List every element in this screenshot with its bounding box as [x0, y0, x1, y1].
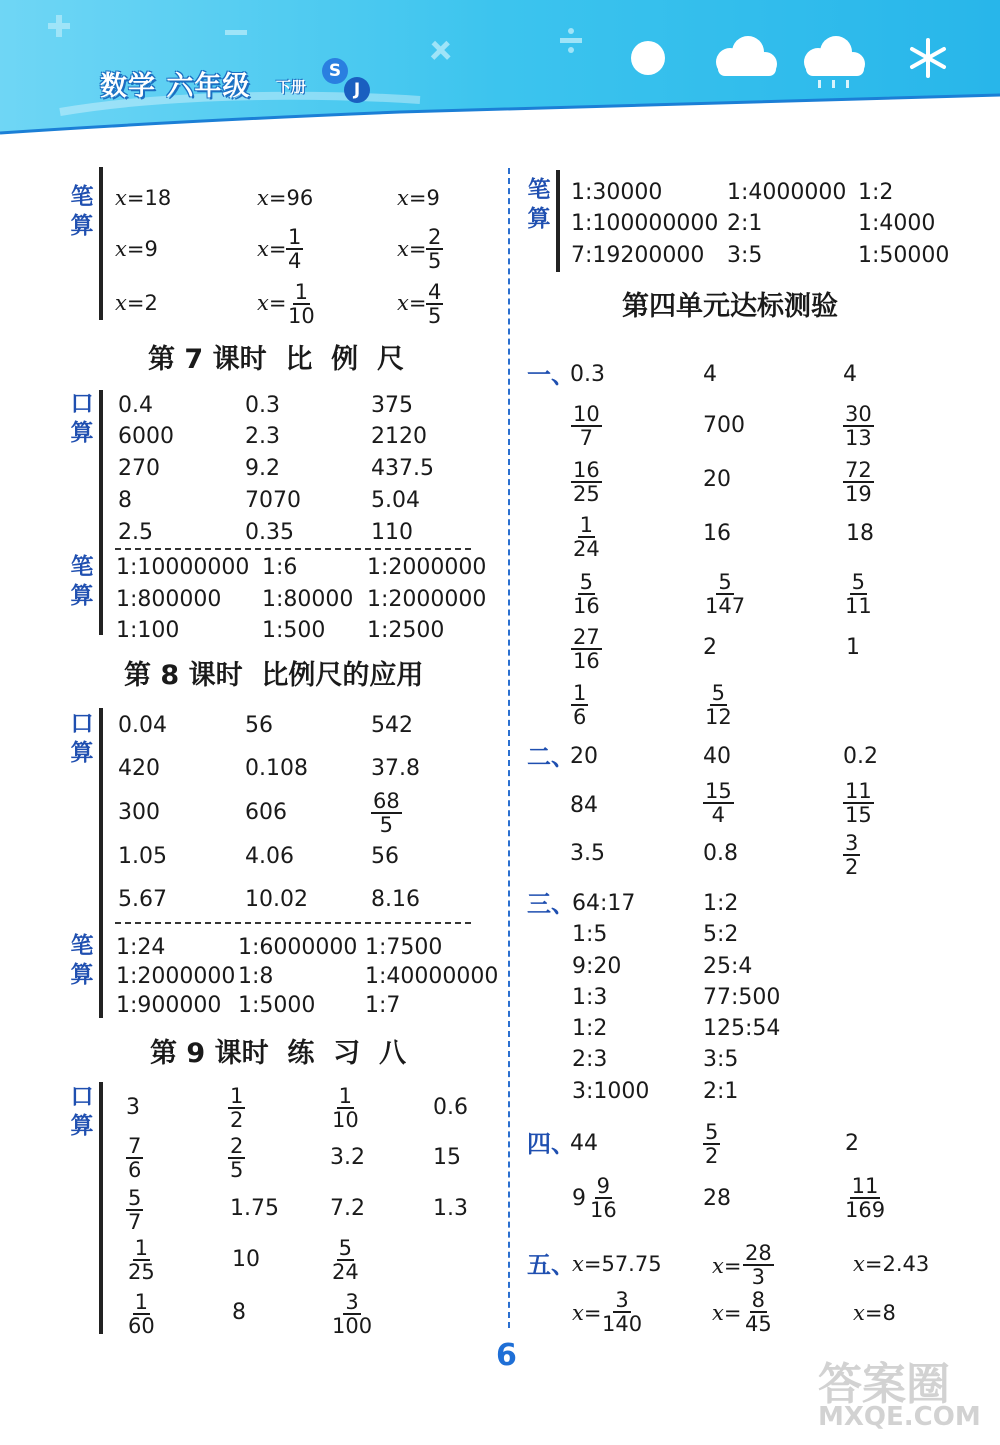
answer: 9:20	[572, 954, 622, 979]
section-bar	[99, 167, 103, 320]
answer: 0.8	[703, 841, 738, 866]
answer: 3:1000	[572, 1079, 650, 1104]
fraction: $\frac{1}{60}$	[128, 1290, 155, 1338]
fraction: $\frac{5}{12}$	[705, 681, 732, 729]
answer: 2:1	[703, 1079, 739, 1104]
lesson-9-title: 第 9 课时 练 习 八	[150, 1038, 406, 1069]
answer: 1:2000000	[367, 555, 487, 580]
section-4-label: 四、	[527, 1130, 575, 1158]
answer: 125:54	[703, 1016, 781, 1041]
kousuan-label: 口 算	[70, 391, 94, 446]
answer: x=	[572, 1301, 602, 1325]
fraction: $\frac{15}{4}$	[705, 779, 732, 827]
answer: x=8	[853, 1301, 896, 1325]
answer: 28	[703, 1186, 731, 1211]
answer: 0.3	[570, 362, 605, 387]
answer: 64:17	[572, 891, 636, 916]
answer: 8	[118, 488, 132, 513]
answer: 3:5	[703, 1047, 739, 1072]
section-bar	[556, 170, 560, 272]
sun-icon	[631, 41, 665, 75]
answer: 1:100	[116, 618, 180, 643]
answer: 1:2	[572, 1016, 608, 1041]
fraction: $\frac{30}{13}$	[845, 402, 872, 450]
fraction: $\frac{5}{11}$	[845, 570, 872, 618]
column-divider	[508, 168, 510, 1328]
answer: 7.2	[330, 1196, 365, 1221]
badge-s: S	[322, 58, 348, 84]
answer: x=2.43	[853, 1252, 930, 1276]
answer: 18	[846, 521, 874, 546]
fraction: $\frac{1}{24}$	[573, 513, 600, 561]
badge-j: J	[344, 77, 370, 103]
answer: 8.16	[371, 887, 420, 912]
answer: 6000	[118, 424, 174, 449]
answer: x=9	[397, 186, 440, 210]
bisuan-label: 笔 算	[527, 177, 551, 232]
answer: 1:3	[572, 985, 608, 1010]
answer: 1:7500	[365, 935, 443, 960]
answer: x=	[397, 291, 427, 315]
bisuan-label: 笔 算	[70, 933, 94, 988]
answer: 700	[703, 413, 745, 438]
answer: 2120	[371, 424, 427, 449]
answer: 9	[572, 1186, 586, 1211]
answer: 1:50000	[858, 243, 950, 268]
section-1-label: 一、	[527, 361, 575, 389]
answer: 1.75	[230, 1196, 279, 1221]
answer: 1:900000	[116, 993, 222, 1018]
fraction: $\frac{2}{5}$	[428, 225, 442, 273]
fraction: $\frac{7}{6}$	[128, 1134, 142, 1182]
answer: 20	[570, 744, 598, 769]
answer: 3.5	[570, 841, 605, 866]
answer: 56	[371, 844, 399, 869]
answer: 1:100000000	[571, 211, 719, 236]
answer: 1:80000	[262, 587, 354, 612]
answer: 5.04	[371, 488, 420, 513]
fraction: $\frac{3}{100}$	[332, 1290, 373, 1338]
fraction: $\frac{1}{4}$	[288, 225, 302, 273]
fraction: $\frac{1}{25}$	[128, 1236, 155, 1284]
page-number: 6	[496, 1338, 517, 1373]
answer: 1:2	[858, 180, 894, 205]
answer: 1:500	[262, 618, 326, 643]
fraction: $\frac{4}{5}$	[428, 280, 442, 328]
answer: x=18	[115, 186, 172, 210]
volume-label: 下册	[276, 78, 307, 96]
answer: 10	[232, 1247, 260, 1272]
answer: x=96	[257, 186, 314, 210]
fraction: $\frac{11}{169}$	[845, 1174, 886, 1222]
answer: 375	[371, 393, 413, 418]
answer: 3	[126, 1095, 140, 1120]
fraction: $\frac{5}{2}$	[705, 1120, 719, 1168]
answer: 5.67	[118, 887, 167, 912]
answer: 1:2	[703, 891, 739, 916]
kousuan-label: 口 算	[70, 711, 94, 766]
answer: 2	[845, 1131, 859, 1156]
answer: 420	[118, 756, 160, 781]
section-3-label: 三、	[527, 890, 575, 918]
bisuan-label: 笔 算	[70, 184, 94, 239]
fraction: $\frac{5}{7}$	[128, 1186, 142, 1234]
unit-test-title: 第四单元达标测验	[622, 291, 838, 322]
fraction: $\frac{5}{16}$	[573, 570, 600, 618]
answer: 7070	[245, 488, 301, 513]
answer: 4	[843, 362, 857, 387]
answer: 2.3	[245, 424, 280, 449]
answer: 2.5	[118, 520, 153, 545]
fraction: $\frac{28}{3}$	[745, 1241, 772, 1289]
fraction: $\frac{8}{45}$	[745, 1288, 772, 1336]
answer: x=	[257, 237, 287, 261]
answer: 40	[703, 744, 731, 769]
fraction: $\frac{10}{7}$	[573, 402, 600, 450]
answer: 1:24	[116, 935, 166, 960]
lesson-7-title: 第 7 课时 比 例 尺	[148, 344, 404, 375]
answer: 77:500	[703, 985, 781, 1010]
answer: 84	[570, 793, 598, 818]
answer: 437.5	[371, 456, 434, 481]
header-banner	[0, 0, 1000, 135]
answer: 1:8	[238, 964, 274, 989]
bisuan-label: 笔 算	[70, 554, 94, 609]
fraction: $\frac{1}{6}$	[573, 681, 587, 729]
section-2-label: 二、	[527, 743, 575, 771]
answer: 300	[118, 800, 160, 825]
answer: 4.06	[245, 844, 294, 869]
dashed-divider	[115, 548, 471, 550]
fraction: $\frac{68}{5}$	[373, 789, 400, 837]
answer: 1:5	[572, 922, 608, 947]
answer: 0.35	[245, 520, 294, 545]
answer: 1:5000	[238, 993, 316, 1018]
fraction: $\frac{72}{19}$	[845, 458, 872, 506]
answer: x=	[257, 291, 287, 315]
answer: 1:7	[365, 993, 401, 1018]
answer: x=9	[115, 237, 158, 261]
answer: x=	[712, 1301, 742, 1325]
answer: 25:4	[703, 954, 753, 979]
answer: 110	[371, 520, 413, 545]
answer: 1:4000	[858, 211, 936, 236]
answer: 1:30000	[571, 180, 663, 205]
answer: x=	[712, 1254, 742, 1278]
section-bar	[99, 390, 103, 635]
answer: 16	[703, 521, 731, 546]
answer: 0.04	[118, 713, 167, 738]
answer: 2	[703, 635, 717, 660]
answer: 1:800000	[116, 587, 222, 612]
subject-title: 数学 六年级	[100, 71, 251, 102]
answer: 1:2000000	[116, 964, 236, 989]
answer: 1.3	[433, 1196, 468, 1221]
section-bar	[99, 1082, 103, 1334]
answer: 1:10000000	[116, 555, 250, 580]
fraction: $\frac{11}{15}$	[845, 779, 872, 827]
fraction: $\frac{27}{16}$	[573, 625, 600, 673]
answer: 20	[703, 467, 731, 492]
watermark-logo: 答案圈	[818, 1359, 950, 1410]
answer: 0.108	[245, 756, 308, 781]
watermark-url: MXQE.COM	[818, 1402, 981, 1432]
fraction: $\frac{16}{25}$	[573, 458, 600, 506]
lesson-8-title: 第 8 课时 比例尺的应用	[124, 660, 424, 691]
answer: 0.4	[118, 393, 153, 418]
fraction: $\frac{1}{10}$	[288, 280, 315, 328]
answer: 7:19200000	[571, 243, 705, 268]
answer: 1:2000000	[367, 587, 487, 612]
fraction: $\frac{3}{140}$	[602, 1288, 643, 1336]
answer: 9.2	[245, 456, 280, 481]
answer: x=2	[115, 291, 158, 315]
answer: 1:6	[262, 555, 298, 580]
fraction: $\frac{9}{16}$	[590, 1174, 617, 1222]
minus-icon	[225, 30, 247, 35]
answer: 15	[433, 1145, 461, 1170]
answer: 4	[703, 362, 717, 387]
answer: 542	[371, 713, 413, 738]
answer: 8	[232, 1300, 246, 1325]
answer: 0.6	[433, 1095, 468, 1120]
fraction: $\frac{3}{2}$	[845, 831, 859, 879]
answer: x=	[397, 237, 427, 261]
fraction: $\frac{5}{24}$	[332, 1236, 359, 1284]
answer: 270	[118, 456, 160, 481]
answer: 3:5	[727, 243, 763, 268]
answer: 1:6000000	[238, 935, 358, 960]
answer: 606	[245, 800, 287, 825]
section-5-label: 五、	[527, 1251, 575, 1279]
answer: 1:2500	[367, 618, 445, 643]
dashed-divider	[115, 922, 471, 924]
section-bar	[99, 708, 103, 1018]
fraction: $\frac{2}{5}$	[230, 1134, 244, 1182]
answer: 3.2	[330, 1145, 365, 1170]
answer: 10.02	[245, 887, 308, 912]
answer: 0.2	[843, 744, 878, 769]
answer: 56	[245, 713, 273, 738]
fraction: $\frac{5}{147}$	[705, 570, 746, 618]
answer: 1:4000000	[727, 180, 847, 205]
fraction: $\frac{1}{10}$	[332, 1084, 359, 1132]
answer: 1	[846, 635, 860, 660]
answer: 0.3	[245, 393, 280, 418]
kousuan-label: 口 算	[70, 1084, 94, 1139]
answer: 44	[570, 1131, 598, 1156]
fraction: $\frac{1}{2}$	[230, 1084, 244, 1132]
answer: x=57.75	[572, 1252, 662, 1276]
answer: 2:1	[727, 211, 763, 236]
answer: 5:2	[703, 922, 739, 947]
answer: 37.8	[371, 756, 420, 781]
answer: 1:40000000	[365, 964, 499, 989]
answer: 1.05	[118, 844, 167, 869]
answer: 2:3	[572, 1047, 608, 1072]
